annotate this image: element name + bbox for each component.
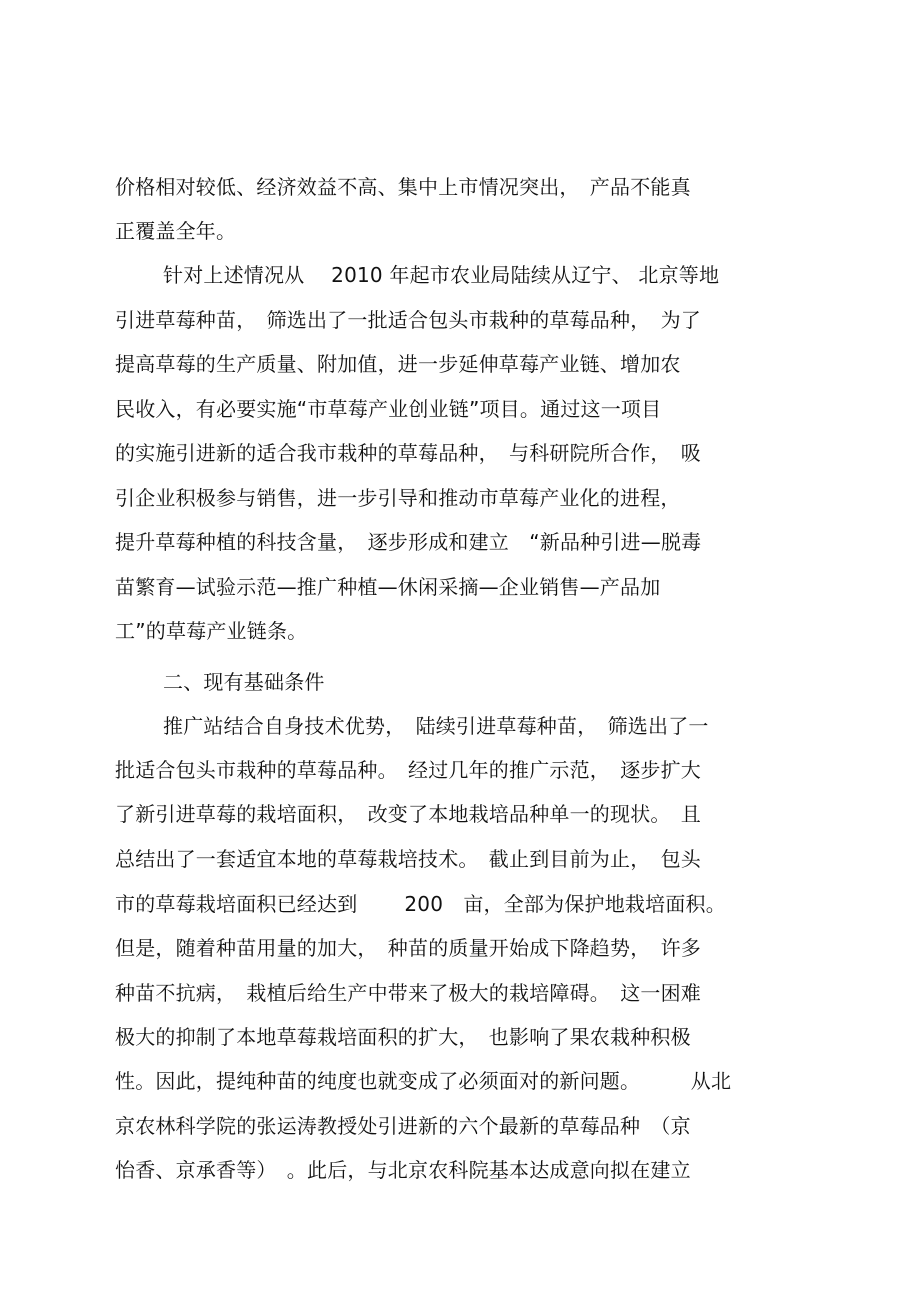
text-line: 但是，随着种苗用量的加大， 种苗的质量开始成下降趋势， 许多	[115, 936, 701, 960]
text-line: 的实施引进新的适合我市栽种的草莓品种， 与科研院所合作， 吸	[115, 441, 701, 465]
section-heading: 二、现有基础条件	[163, 670, 325, 694]
text-line: 引进草莓种苗， 筛选出了一批适合包头市栽种的草莓品种， 为了	[115, 308, 701, 332]
text-line: 提升草莓种植的科技含量， 逐步形成和建立 “新品种引进—脱毒	[115, 530, 702, 554]
text-line: 京农林科学院的张运涛教授处引进新的六个最新的草莓品种 （京	[115, 1114, 691, 1138]
text-line: 总结出了一套适宜本地的草莓栽培技术。 截止到目前为止， 包头	[115, 847, 701, 871]
text-line: 正覆盖全年。	[115, 219, 237, 243]
text-line: 提高草莓的生产质量、附加值，进一步延伸草莓产业链、增加农	[115, 352, 681, 376]
text-line: 价格相对较低、经济效益不高、集中上市情况突出， 产品不能真	[115, 175, 691, 199]
text-line: 极大的抑制了本地草莓栽培面积的扩大， 也影响了果农栽种积极	[115, 1025, 691, 1049]
text-line: 批适合包头市栽种的草莓品种。 经过几年的推广示范， 逐步扩大	[115, 758, 701, 782]
text-line: 苗繁育—试验示范—推广种植—休闲采摘—企业销售—产品加	[115, 575, 661, 599]
paragraph-first-line: 推广站结合自身技术优势， 陆续引进草莓种苗， 筛选出了一	[163, 714, 709, 738]
text-line: 种苗不抗病， 栽植后给生产中带来了极大的栽培障碍。 这一困难	[115, 981, 701, 1005]
text-line: 性。因此，提纯种苗的纯度也就变成了必须面对的新问题。 从北	[115, 1069, 732, 1093]
text-line: 民收入，有必要实施“市草莓产业创业链”项目。通过这一项目	[115, 397, 662, 421]
paragraph-first-line: 针对上述情况从 2010 年起市农业局陆续从辽宁、 北京等地	[163, 263, 720, 287]
text-line: 工”的草莓产业链条。	[115, 619, 308, 643]
text-line: 了新引进草莓的栽培面积， 改变了本地栽培品种单一的现状。 且	[115, 802, 701, 826]
text-line: 引企业积极参与销售，进一步引导和推动市草莓产业化的进程，	[115, 486, 681, 510]
text-line: 市的草莓栽培面积已经达到 200 亩，全部为保护地栽培面积。	[115, 892, 726, 916]
text-line: 怡香、京承香等） 。此后，与北京农科院基本达成意向拟在建立	[115, 1158, 691, 1182]
